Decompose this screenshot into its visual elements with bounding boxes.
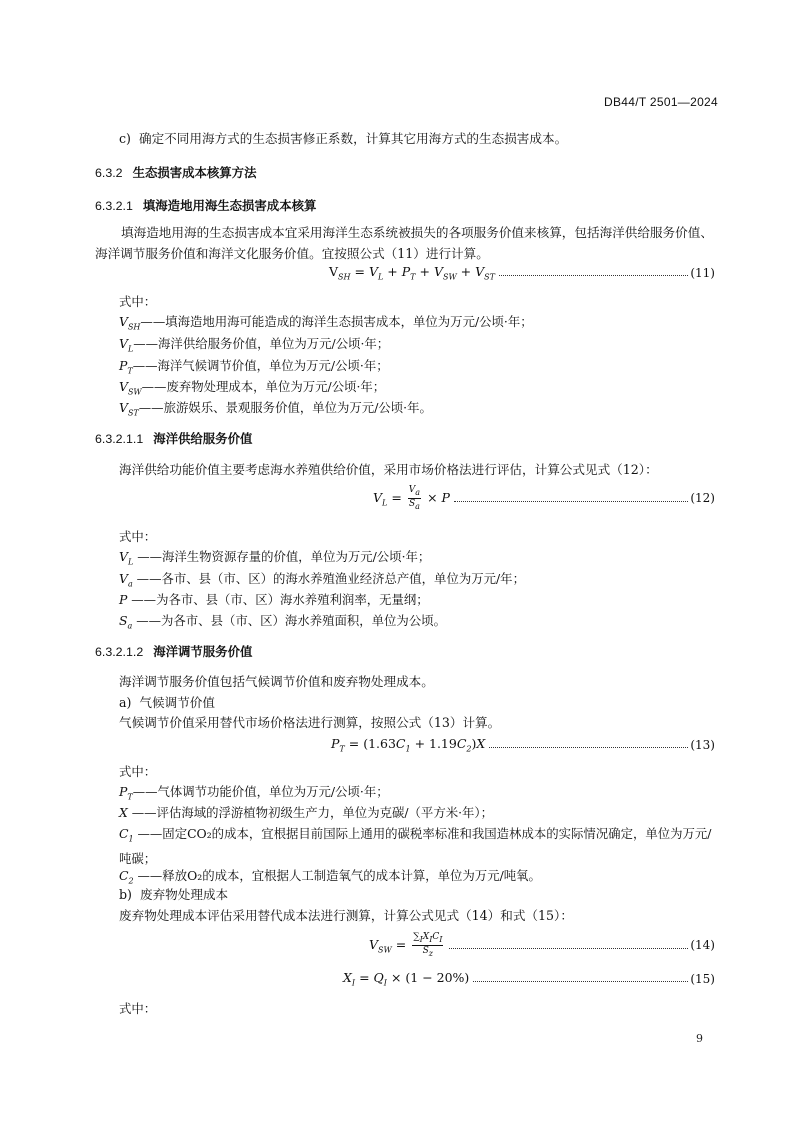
section-heading-6-3-2-1-1 [95, 429, 252, 447]
paragraph-a: 气候调节价值采用替代市场价格法进行测算，按照公式（13）计算。 [119, 715, 501, 730]
equation-12-expression: $V_L$ = $\frac{V_a}{S_a}$ × P [373, 485, 450, 511]
definition-vsh: $V_{SH}——$填海造地用海可能造成的海洋生态损害成本，单位为万元/公顷·年； [119, 314, 533, 332]
section-number: 6.3.2.1.2 [95, 645, 144, 659]
definition-c1: $C_1$ ——固定CO₂的成本，宜根据目前国际上通用的碳税率标准和我国造林成本的实际情况确定，单位为万元/吨碳； [119, 826, 712, 867]
leader-dots [454, 501, 688, 502]
definition-c2: $C_2$ ——释放O₂的成本，宜根据人工制造氧气的成本计算，单位为万元/吨氧。 [119, 868, 541, 886]
list-item-b: b) 废弃物处理成本 [119, 887, 229, 902]
leader-dots [449, 948, 688, 949]
section-heading-6-3-2-1-2 [95, 642, 252, 660]
section-heading-6-3-2-1 [95, 196, 316, 214]
equation-number: (12) [690, 491, 715, 506]
equation-number: (15) [690, 971, 715, 986]
section-heading-6-3-2 [95, 163, 256, 181]
definition-vl-12: $V_L$ ——海洋生物资源存量的价值，单位为万元/公顷·年； [119, 549, 431, 567]
definition-vl: $V_L——$海洋供给服务价值，单位为万元/公顷·年； [119, 336, 390, 354]
paragraph-6-3-2-1: 填海造地用海的生态损害成本宜采用海洋生态系统被损失的各项服务价值来核算，包括海洋供给服务价值、海洋调节服务价值和海洋文化服务价值。宜按照公式（11）进行计算。 [95, 225, 713, 261]
leader-dots [473, 981, 688, 982]
equation-number: (13) [690, 737, 715, 752]
equation-15-expression: $X_I = Q_I \times (1 - 20\%)$ [343, 970, 470, 988]
section-title: 海洋调节服务价值 [153, 645, 253, 659]
leader-dots [489, 747, 688, 748]
definition-p: P ——为各市、县（市、区）海水养殖利润率，无量纲； [119, 592, 429, 607]
equation-11 [329, 264, 715, 282]
equation-11-expression: $V_{SH} = V_L + P_T + V_{SW} + V_{ST}$ [329, 264, 495, 282]
equation-number: (14) [690, 938, 715, 953]
definition-pt-13: $P_T——$气体调节功能价值，单位为万元/公顷·年； [119, 784, 389, 802]
equation-13-expression: $P_T = (1.63C_1 + 1.19C_2)X$ [331, 736, 486, 754]
section-number: 6.3.2 [95, 166, 123, 180]
list-label: c) [119, 131, 131, 146]
definition-vst: $V_{ST}——$旅游娱乐、景观服务价值，单位为万元/公顷·年。 [119, 400, 432, 418]
equation-15 [343, 970, 715, 988]
list-text: 确定不同用海方式的生态损害修正系数，计算其它用海方式的生态损害成本。 [138, 131, 568, 146]
equation-number: (11) [690, 265, 715, 280]
section-title: 填海造地用海生态损害成本核算 [142, 199, 317, 213]
equation-12 [373, 485, 715, 512]
equation-14-expression: $V_{SW}$ = $\frac{\sum_IX_IC_I}{S_z}$ [369, 932, 443, 958]
definition-pt: $P_T——$海洋气候调节价值，单位为万元/公顷·年； [119, 358, 389, 376]
definition-va: $V_a$ ——各市、县（市、区）的海水养殖渔业经济总产值，单位为万元/年； [119, 571, 525, 589]
leader-dots [499, 275, 688, 276]
equation-13 [331, 736, 715, 754]
paragraph-6-3-2-1-2: 海洋调节服务价值包括气候调节价值和废弃物处理成本。 [119, 674, 434, 689]
definition-sa: $S_a$ ——为各市、县（市、区）海水养殖面积，单位为公顷。 [119, 613, 446, 631]
standard-id: DB44/T 2501—2024 [604, 95, 718, 109]
list-item-a: a) 气候调节价值 [119, 695, 215, 710]
section-title: 海洋供给服务价值 [153, 432, 253, 446]
equation-14 [369, 932, 715, 959]
section-number: 6.3.2.1 [95, 199, 133, 213]
section-title: 生态损害成本核算方法 [132, 166, 257, 180]
paragraph-b: 废弃物处理成本评估采用替代成本法进行测算，计算公式见式（14）和式（15）： [119, 908, 573, 923]
list-item-c [119, 130, 722, 148]
page-number: 9 [696, 1032, 703, 1045]
where-label: 式中： [119, 529, 157, 544]
where-label: 式中： [119, 764, 157, 779]
paragraph-6-3-2-1-1: 海洋供给功能价值主要考虑海水养殖供给价值，采用市场价格法进行评估，计算公式见式（12）： [119, 462, 658, 477]
section-number: 6.3.2.1.1 [95, 432, 144, 446]
where-label: 式中： [119, 294, 157, 309]
definition-x: X ——评估海域的浮游植物初级生产力，单位为克碳/（平方米·年）； [119, 805, 494, 820]
where-label-end: 式中： [119, 1001, 157, 1016]
definition-vsw: $V_{SW}——$废弃物处理成本，单位为万元/公顷·年； [119, 379, 386, 397]
